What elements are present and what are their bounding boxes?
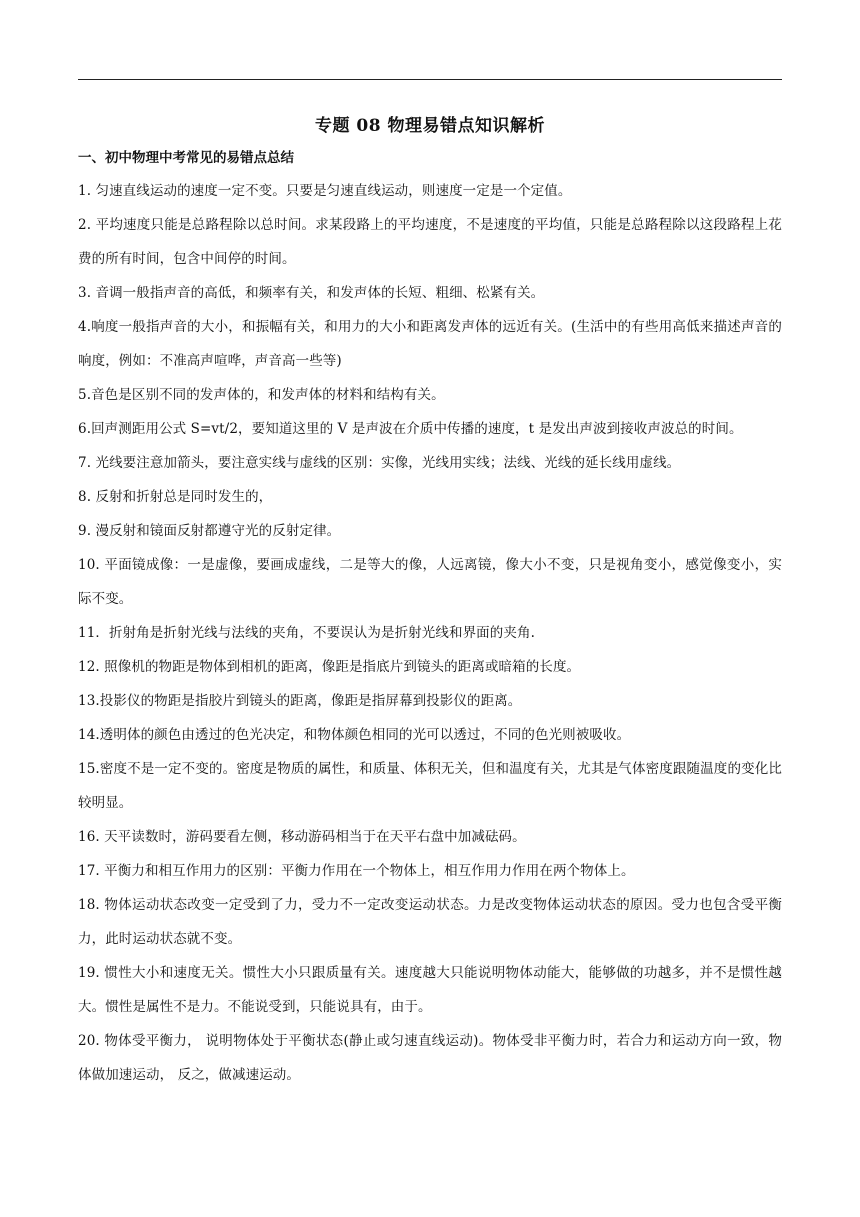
list-item: 6.回声测距用公式 S=vt/2，要知道这里的 V 是声波在介质中传播的速度，t 是发出声波到接收声波总的时间。: [78, 421, 743, 437]
list-item: 11．折射角是折射光线与法线的夹角，不要误认为是折射光线和界面的夹角.: [78, 625, 535, 641]
list-item: 14.透明体的颜色由透过的色光决定，和物体颜色相同的光可以透过，不同的色光则被吸收。: [78, 727, 631, 743]
header-rule: [78, 79, 782, 80]
list-item: 10. 平面镜成像：一是虚像，要画成虚线，二是等大的像，人远离镜，像大小不变，只是视角变小，感觉像变小，实际不变。: [78, 557, 782, 607]
list-item: 13.投影仪的物距是指胶片到镜头的距离，像距是指屏幕到投影仪的距离。: [78, 693, 522, 709]
list-item: 19. 惯性大小和速度无关。惯性大小只跟质量有关。速度越大只能说明物体动能大，能够做的功越多，并不是惯性越大。惯性是属性不是力。不能说受到，只能说具有，由于。: [78, 965, 782, 1015]
list-item: 9. 漫反射和镜面反射都遵守光的反射定律。: [78, 523, 341, 539]
list-item: 20. 物体受平衡力， 说明物体处于平衡状态(静止或匀速直线运动)。物体受非平衡力时，若合力和运动方向一致，物体做加速运动， 反之，做减速运动。: [78, 1033, 782, 1083]
list-item: 17. 平衡力和相互作用力的区别：平衡力作用在一个物体上，相互作用力作用在两个物体上。: [78, 863, 635, 879]
list-item: 2. 平均速度只能是总路程除以总时间。求某段路上的平均速度，不是速度的平均值，只能是总路程除以这段路程上花费的所有时间，包含中间停的时间。: [78, 217, 782, 267]
list-item: 12. 照像机的物距是物体到相机的距离，像距是指底片到镜头的距离或暗箱的长度。: [78, 659, 581, 675]
list-item: 3. 音调一般指声音的高低，和频率有关，和发声体的长短、粗细、松紧有关。: [78, 285, 545, 301]
list-item: 1. 匀速直线运动的速度一定不变。只要是匀速直线运动，则速度一定是一个定值。: [78, 183, 572, 199]
document-title: 专题 08 物理易错点知识解析: [315, 116, 545, 136]
list-item: 15.密度不是一定不变的。密度是物质的属性，和质量、体积无关，但和温度有关，尤其是气体密度跟随温度的变化比较明显。: [78, 761, 782, 811]
list-item: 5.音色是区别不同的发声体的，和发声体的材料和结构有关。: [78, 387, 445, 403]
section-heading: 一、初中物理中考常见的易错点总结: [78, 150, 294, 166]
list-item: 4.响度一般指声音的大小，和振幅有关，和用力的大小和距离发声体的远近有关。(生活中的有些用高低来描述声音的响度，例如：不准高声喧哗，声音高一些等): [78, 319, 782, 369]
list-item: 8. 反射和折射总是同时发生的，: [78, 489, 273, 505]
item-list: [78, 174, 782, 1092]
document-body: [78, 112, 782, 1092]
list-item: 18. 物体运动状态改变一定受到了力，受力不一定改变运动状态。力是改变物体运动状态的原因。受力也包含受平衡力，此时运动状态就不变。: [78, 897, 782, 947]
list-item: 7. 光线要注意加箭头，要注意实线与虚线的区别：实像，光线用实线；法线、光线的延长线用虚线。: [78, 455, 681, 471]
list-item: 16. 天平读数时，游码要看左侧，移动游码相当于在天平右盘中加减砝码。: [78, 829, 526, 845]
